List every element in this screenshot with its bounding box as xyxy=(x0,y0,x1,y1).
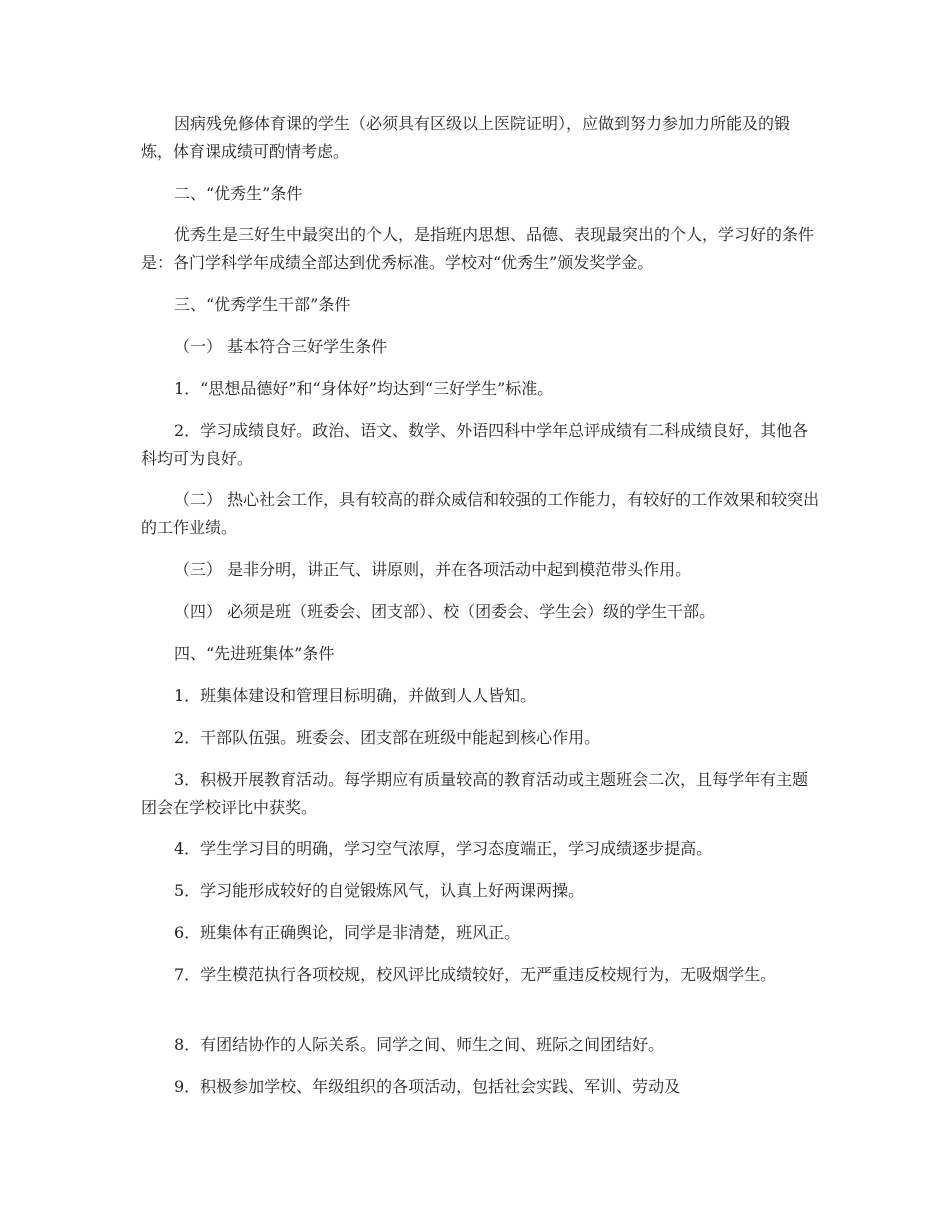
paragraph-class-5: 5．学习能形成较好的自觉锻炼风气，认真上好两课两操。 xyxy=(174,881,585,900)
paragraph-sick-exemption: 因病残免修体育课的学生（必须具有区级以上医院证明），应做到努力参加力所能及的锻炼，体育课成绩可酌情考虑。 xyxy=(141,114,791,161)
paragraph-class-6: 6．班集体有正确舆论，同学是非清楚，班风正。 xyxy=(174,923,521,942)
paragraph-class-1: 1．班集体建设和管理目标明确，并做到人人皆知。 xyxy=(174,686,537,705)
paragraph-class-8: 8．有团结协作的人际关系。同学之间、师生之间、班际之间团结好。 xyxy=(174,1035,665,1054)
paragraph-cadre-1-1: 1．“思想品德好”和“身体好”均达到“三好学生”标准。 xyxy=(174,379,554,398)
paragraph-class-4: 4．学生学习目的明确，学习空气浓厚，学习态度端正，学习成绩逐步提高。 xyxy=(174,839,713,858)
paragraph-cadre-1: （一） 基本符合三好学生条件 xyxy=(174,337,388,356)
paragraph-excellent-student: 优秀生是三好生中最突出的个人，是指班内思想、品德、表现最突出的个人，学习好的条件是：各门学科学年成绩全部达到优秀标准。学校对“优秀生”颁发奖学金。 xyxy=(141,225,815,272)
paragraph-class-3: 3．积极开展教育活动。每学期应有质量较高的教育活动或主题班会二次，且每学年有主题团会在学校评比中获奖。 xyxy=(141,770,809,817)
paragraph-class-7: 7．学生模范执行各项校规，校风评比成绩较好，无严重违反校规行为，无吸烟学生。 xyxy=(174,965,777,984)
paragraph-cadre-2: （二） 热心社会工作，具有较高的群众威信和较强的工作能力，有较好的工作效果和较突出的工作业绩。 xyxy=(141,490,820,537)
paragraph-class-2: 2．干部队伍强。班委会、团支部在班级中能起到核心作用。 xyxy=(174,728,601,747)
heading-excellent-student: 二、“优秀生”条件 xyxy=(174,184,303,203)
paragraph-cadre-1-2: 2．学习成绩良好。政治、语文、数学、外语四科中学年总评成绩有二科成绩良好，其他各科均可为良好。 xyxy=(141,421,809,468)
paragraph-cadre-3: （三） 是非分明，讲正气、讲原则，并在各项活动中起到模范带头作用。 xyxy=(174,560,692,579)
heading-excellent-cadre: 三、“优秀学生干部”条件 xyxy=(174,295,351,314)
heading-advanced-class: 四、“先进班集体”条件 xyxy=(174,644,335,663)
paragraph-class-9: 9．积极参加学校、年级组织的各项活动，包括社会实践、军训、劳动及 xyxy=(174,1077,681,1096)
paragraph-cadre-4: （四） 必须是班（班委会、团支部）、校（团委会、学生会）级的学生干部。 xyxy=(174,602,716,621)
